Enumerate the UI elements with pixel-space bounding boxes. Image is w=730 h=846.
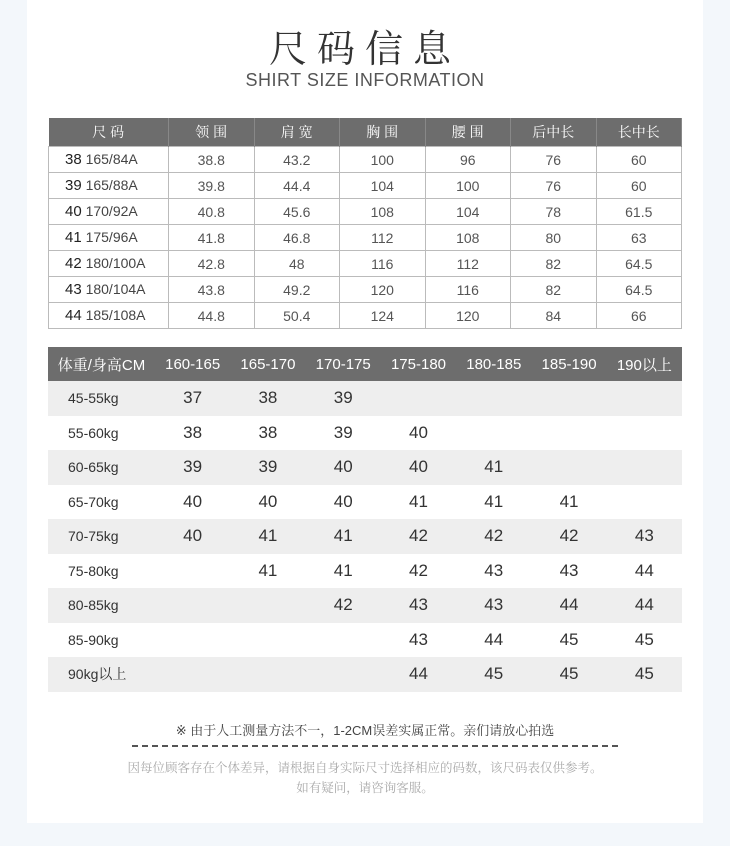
table-cell: 40 xyxy=(409,422,428,442)
size-number: 44 xyxy=(65,307,82,324)
size-cell xyxy=(49,303,169,329)
table-cell: 120 xyxy=(340,277,426,303)
column-header: 165-170 xyxy=(230,347,305,381)
weight-label: 45-55kg xyxy=(48,381,155,416)
column-header: 180-185 xyxy=(456,347,531,381)
column-header: 160-165 xyxy=(155,347,230,381)
table-row xyxy=(49,173,682,199)
table-cell: 41 xyxy=(230,519,305,554)
table-cell: 116 xyxy=(340,251,426,277)
table-cell: 82 xyxy=(511,277,597,303)
column-header: 领 围 xyxy=(169,118,255,147)
table-cell: 41 xyxy=(306,519,381,554)
table-cell xyxy=(607,416,682,451)
table-cell: 44 xyxy=(381,657,456,692)
table-cell: 60 xyxy=(596,173,682,199)
size-cell xyxy=(49,199,169,225)
table-cell xyxy=(155,623,230,658)
table-cell xyxy=(607,381,682,416)
table-cell: 39 xyxy=(155,450,230,485)
table-cell: 43.8 xyxy=(169,277,255,303)
table-cell: 124 xyxy=(340,303,426,329)
table-row xyxy=(48,416,682,451)
table-cell: 42.8 xyxy=(169,251,255,277)
disclaimer-line-2: 如有疑问，请咨询客服。 xyxy=(296,781,434,795)
size-spec: 170/92A xyxy=(85,203,138,219)
table-cell: 41 xyxy=(456,450,531,485)
column-header: 170-175 xyxy=(306,347,381,381)
table-cell: 38 xyxy=(183,422,203,442)
column-header: 长中长 xyxy=(596,118,682,147)
table-cell: 40.8 xyxy=(169,199,255,225)
table-cell: 41 xyxy=(409,491,428,511)
table-cell: 41 xyxy=(484,491,504,511)
table-cell: 82 xyxy=(511,251,597,277)
table-cell: 39 xyxy=(333,422,353,442)
table-row xyxy=(49,251,682,277)
table-cell: 78 xyxy=(511,199,597,225)
table-cell: 63 xyxy=(596,225,682,251)
dashed-divider xyxy=(132,745,618,747)
table-cell: 44 xyxy=(531,588,606,623)
table-row xyxy=(48,519,682,554)
table-cell: 49.2 xyxy=(254,277,340,303)
table-cell: 42 xyxy=(381,519,456,554)
table-cell: 80 xyxy=(511,225,597,251)
table-cell: 43.2 xyxy=(254,147,340,173)
table-cell: 64.5 xyxy=(596,277,682,303)
disclaimer-line-1: 因每位顾客存在个体差异，请根据自身实际尺寸选择相应的码数，该尺码表仅供参考。 xyxy=(127,761,603,775)
table-row xyxy=(49,277,682,303)
table-cell: 40 xyxy=(183,491,203,511)
table-row xyxy=(48,657,682,692)
table-cell: 112 xyxy=(340,225,426,251)
table-cell: 120 xyxy=(425,303,511,329)
table-cell xyxy=(607,450,682,485)
table-cell: 104 xyxy=(425,199,511,225)
size-number: 40 xyxy=(65,203,82,220)
column-header: 175-180 xyxy=(381,347,456,381)
table-cell: 44 xyxy=(607,588,682,623)
table-cell: 44.8 xyxy=(169,303,255,329)
size-cell xyxy=(49,147,169,173)
table-cell: 42 xyxy=(531,519,606,554)
table-cell xyxy=(456,416,531,451)
table-cell: 45 xyxy=(531,657,606,692)
size-cell xyxy=(49,173,169,199)
table-cell: 42 xyxy=(409,560,428,580)
column-header: 尺 码 xyxy=(49,118,169,147)
table-row xyxy=(49,199,682,225)
table-cell: 50.4 xyxy=(254,303,340,329)
table-cell: 43 xyxy=(381,588,456,623)
table-row xyxy=(48,381,682,416)
table-cell: 43 xyxy=(559,560,579,580)
size-spec: 175/96A xyxy=(85,229,138,245)
weight-label: 70-75kg xyxy=(48,519,155,554)
table-cell: 61.5 xyxy=(596,199,682,225)
size-cell xyxy=(49,225,169,251)
table-cell: 38 xyxy=(258,422,278,442)
table-cell: 100 xyxy=(425,173,511,199)
table-cell: 39 xyxy=(306,381,381,416)
table-cell: 40 xyxy=(381,450,456,485)
weight-label: 55-60kg xyxy=(68,424,119,441)
table-cell: 41.8 xyxy=(169,225,255,251)
table-cell xyxy=(155,554,230,589)
table-row xyxy=(48,623,682,658)
table-row xyxy=(48,588,682,623)
table-cell: 40 xyxy=(333,491,353,511)
table-cell: 45 xyxy=(559,629,579,649)
table-cell xyxy=(230,623,305,658)
table-cell xyxy=(607,485,682,520)
column-header: 185-190 xyxy=(531,347,606,381)
size-number: 39 xyxy=(65,177,82,194)
table-cell: 45.6 xyxy=(254,199,340,225)
table-cell xyxy=(306,657,381,692)
size-cell xyxy=(49,251,169,277)
table-cell: 43 xyxy=(484,560,504,580)
table-cell: 45 xyxy=(607,657,682,692)
column-header: 腰 围 xyxy=(425,118,511,147)
column-header: 后中长 xyxy=(511,118,597,147)
table-cell: 76 xyxy=(511,173,597,199)
table-cell xyxy=(531,381,606,416)
size-table xyxy=(48,118,682,329)
table-cell: 46.8 xyxy=(254,225,340,251)
size-number: 38 xyxy=(65,151,82,168)
size-spec: 180/100A xyxy=(85,255,146,271)
page-subtitle: SHIRT SIZE INFORMATION xyxy=(245,70,485,90)
table-cell xyxy=(381,381,456,416)
table-cell: 44 xyxy=(634,560,654,580)
table-cell: 40 xyxy=(155,519,230,554)
table-cell: 45 xyxy=(634,629,654,649)
table-cell xyxy=(306,623,381,658)
table-cell: 42 xyxy=(456,519,531,554)
table-cell: 41 xyxy=(258,560,278,580)
table-cell: 108 xyxy=(340,199,426,225)
table-cell: 76 xyxy=(511,147,597,173)
table-cell: 112 xyxy=(425,251,511,277)
weight-label: 80-85kg xyxy=(48,588,155,623)
table-row xyxy=(49,303,682,329)
column-header: 胸 围 xyxy=(340,118,426,147)
size-number: 42 xyxy=(65,255,82,272)
table-row xyxy=(49,147,682,173)
table-cell: 39.8 xyxy=(169,173,255,199)
table-cell: 44.4 xyxy=(254,173,340,199)
table-cell: 64.5 xyxy=(596,251,682,277)
table-cell xyxy=(155,657,230,692)
table-row xyxy=(48,485,682,520)
table-cell xyxy=(531,450,606,485)
table-cell xyxy=(230,588,305,623)
column-header: 190以上 xyxy=(607,347,682,381)
table-cell: 104 xyxy=(340,173,426,199)
weight-label: 85-90kg xyxy=(68,631,119,648)
weight-label: 60-65kg xyxy=(48,450,155,485)
table-cell: 41 xyxy=(559,491,579,511)
table-cell: 84 xyxy=(511,303,597,329)
table-cell: 60 xyxy=(596,147,682,173)
table-cell: 41 xyxy=(333,560,353,580)
table-cell: 116 xyxy=(425,277,511,303)
size-spec: 185/108A xyxy=(85,307,146,323)
size-spec: 165/84A xyxy=(85,151,138,167)
table-cell: 43 xyxy=(456,588,531,623)
table-cell: 44 xyxy=(484,629,504,649)
table-cell: 100 xyxy=(340,147,426,173)
weight-label: 75-80kg xyxy=(68,562,119,579)
table-cell xyxy=(531,416,606,451)
table-cell: 40 xyxy=(306,450,381,485)
weight-label: 65-70kg xyxy=(68,493,119,510)
table-cell xyxy=(155,588,230,623)
table-cell: 40 xyxy=(258,491,278,511)
weight-label: 90kg以上 xyxy=(48,657,155,692)
table-cell: 38 xyxy=(230,381,305,416)
table-cell: 37 xyxy=(155,381,230,416)
table-cell xyxy=(230,657,305,692)
measurement-note: ※ 由于人工测量方法不一，1-2CM误差实属正常。亲们请放心拍选 xyxy=(175,723,555,738)
table-cell: 48 xyxy=(254,251,340,277)
size-number: 41 xyxy=(65,229,82,246)
table-row xyxy=(48,450,682,485)
table-cell: 39 xyxy=(230,450,305,485)
table-cell: 45 xyxy=(456,657,531,692)
table-cell xyxy=(456,381,531,416)
fit-table xyxy=(48,347,682,692)
column-header: 肩 宽 xyxy=(254,118,340,147)
table-cell: 38.8 xyxy=(169,147,255,173)
column-header: 体重/身高CM xyxy=(48,347,155,381)
size-spec: 180/104A xyxy=(85,281,146,297)
table-cell: 43 xyxy=(409,629,428,649)
size-spec: 165/88A xyxy=(85,177,138,193)
size-cell xyxy=(49,277,169,303)
table-cell: 66 xyxy=(596,303,682,329)
table-row xyxy=(49,225,682,251)
table-cell: 96 xyxy=(425,147,511,173)
size-number: 43 xyxy=(65,281,82,298)
table-row xyxy=(48,554,682,589)
table-cell: 42 xyxy=(306,588,381,623)
table-cell: 43 xyxy=(607,519,682,554)
page-title: 尺码信息 xyxy=(268,27,461,71)
table-cell: 108 xyxy=(425,225,511,251)
